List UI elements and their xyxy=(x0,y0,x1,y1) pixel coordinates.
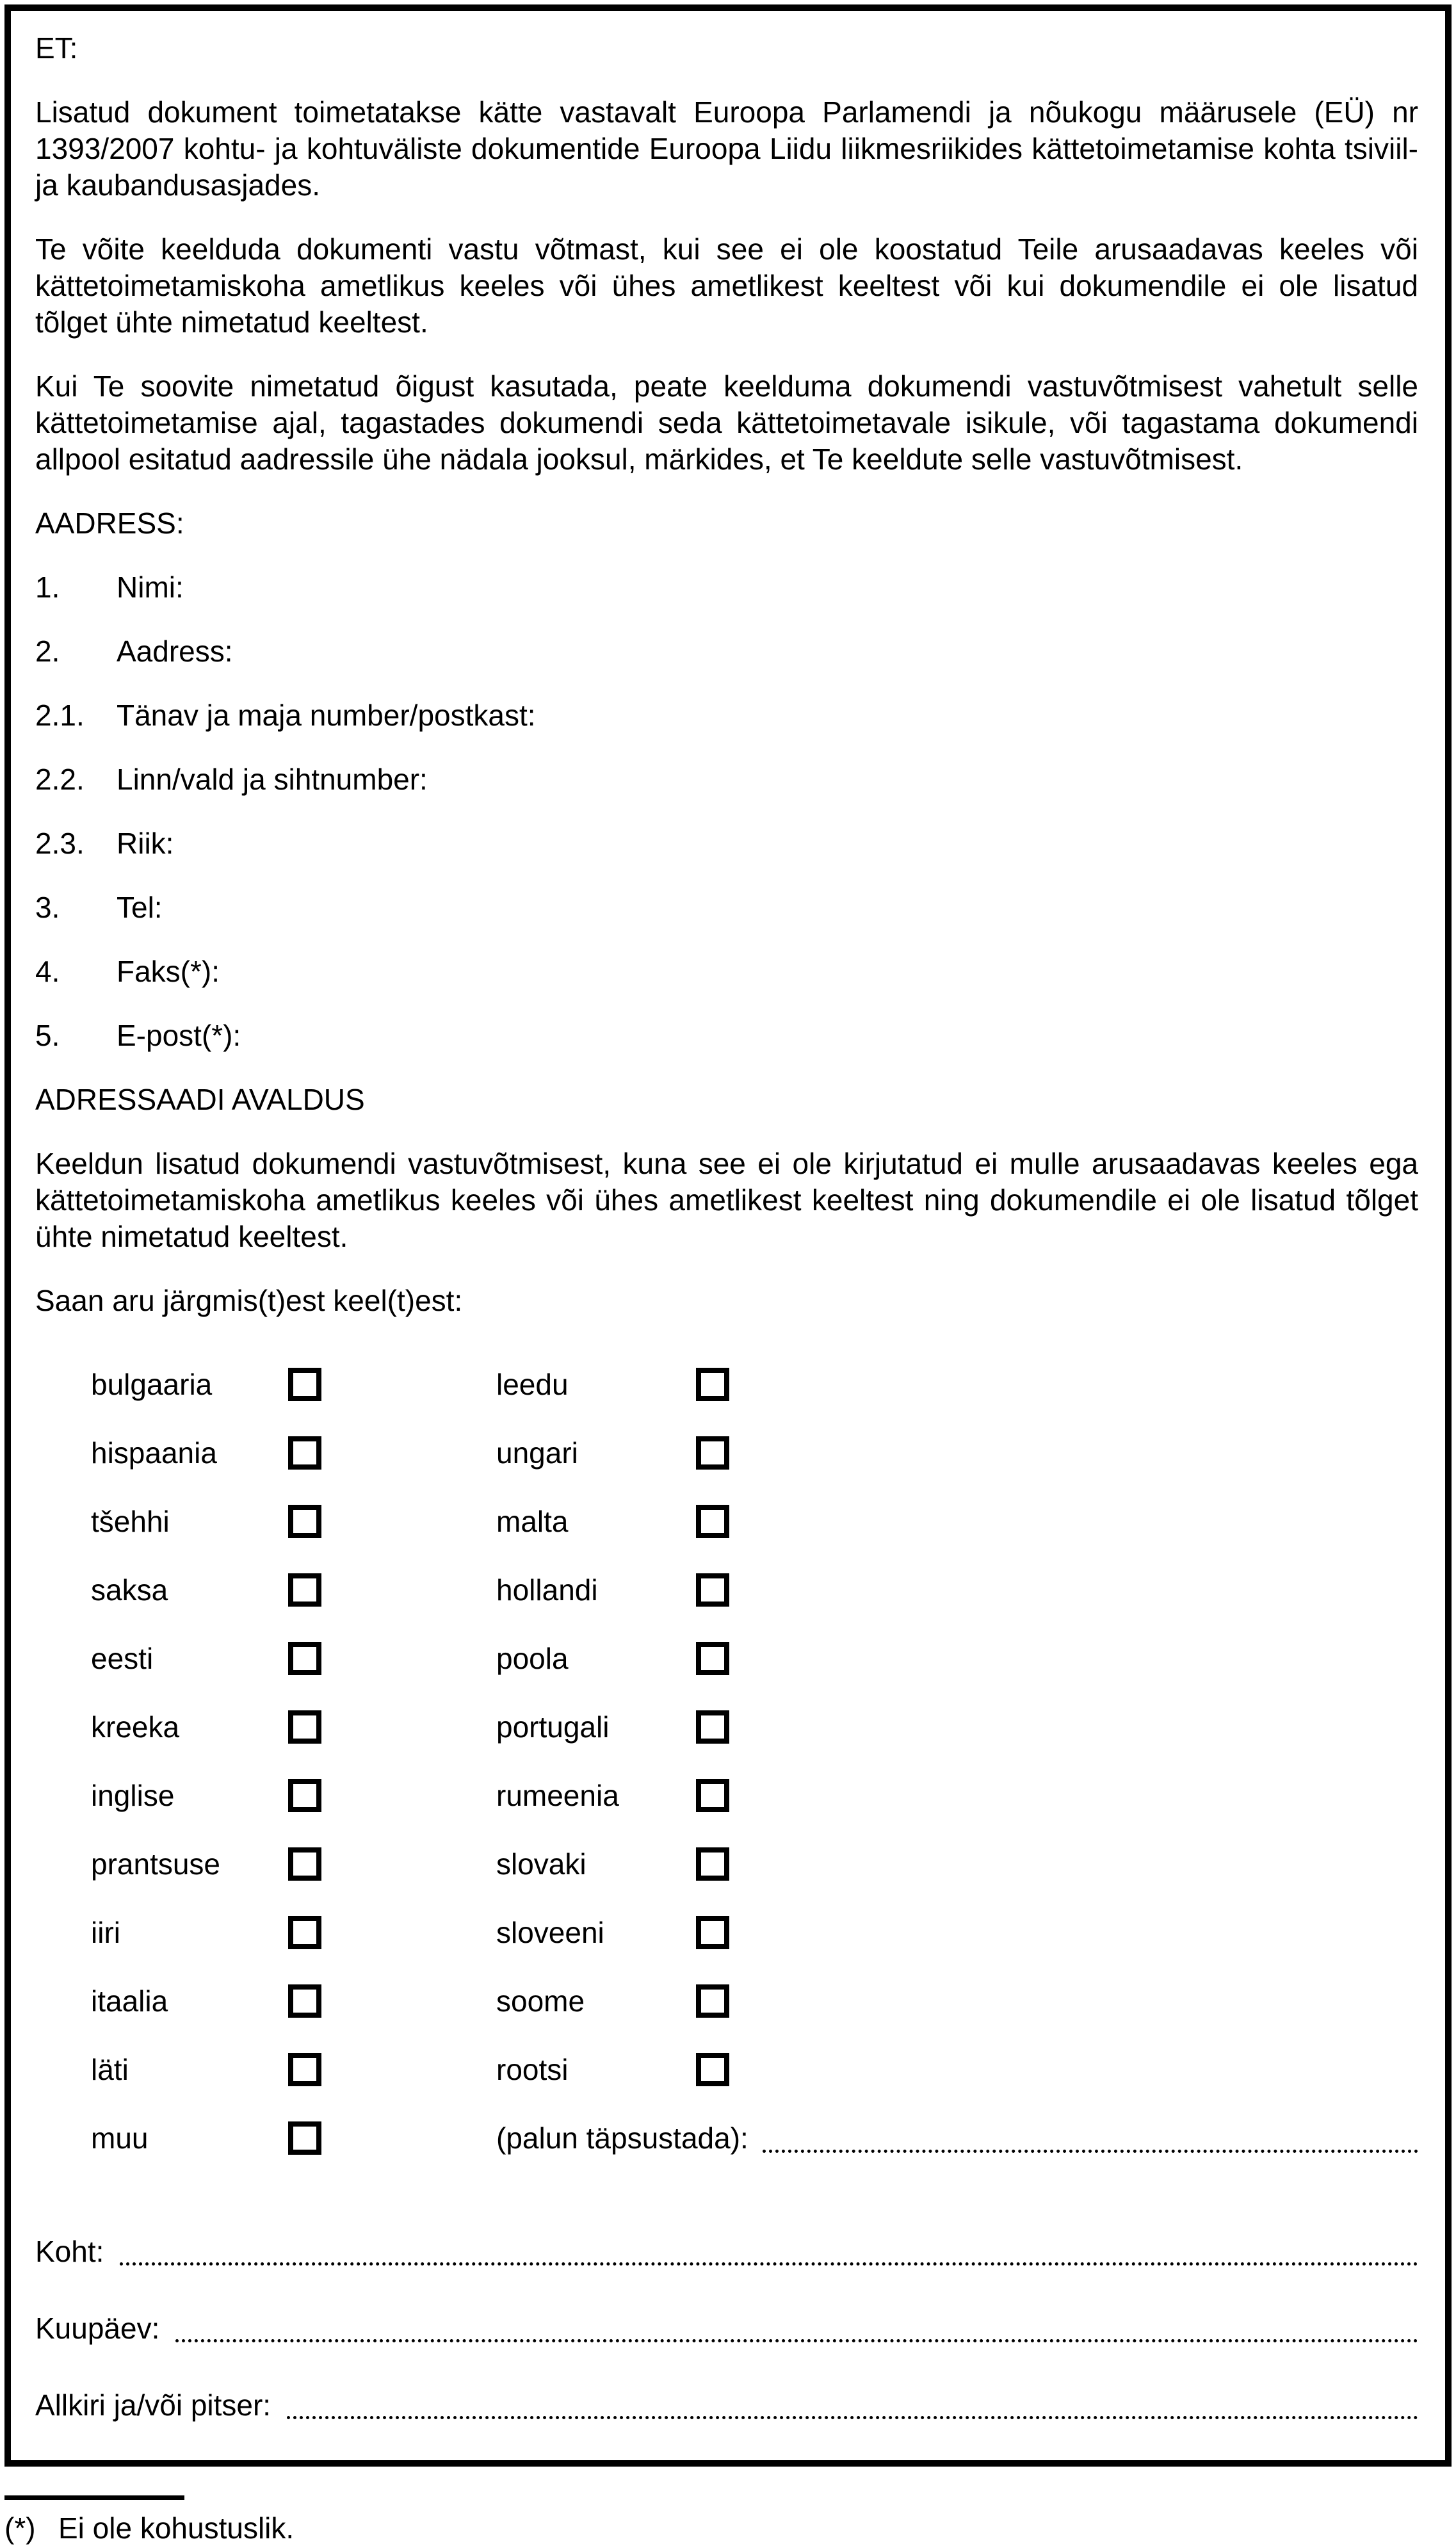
checkbox-itaalia[interactable] xyxy=(288,1984,321,2018)
language-row xyxy=(35,1710,1418,1744)
language-row xyxy=(35,1505,1418,1538)
field-label: Tänav ja maja number/postkast: xyxy=(117,699,536,732)
form-border-box xyxy=(4,4,1452,2467)
specify-input-line[interactable] xyxy=(763,2121,1418,2153)
language-label-kreeka: kreeka xyxy=(91,1710,180,1744)
language-row xyxy=(35,1916,1418,1949)
footnote xyxy=(4,2511,294,2545)
intro-paragraph-3: Kui Te soovite nimetatud õigust kasutada, peate keelduma dokumendi vastuvõtmisest vahetult selle kättetoimetamise ajal, tagastades dokumendi seda kättetoimetavale isikule, või tagastama dokumendi allpool esitatud aadressile ühe nädala jooksul, märkides, et Te keeldute selle vastuvõtmisest. xyxy=(35,369,1418,476)
address-field-epost xyxy=(35,1018,1418,1054)
language-label-leedu: leedu xyxy=(496,1368,569,1401)
field-label: E-post(*): xyxy=(117,1019,241,1052)
language-code-label: ET: xyxy=(35,31,78,65)
field-number: 2.3. xyxy=(35,827,85,860)
field-number: 4. xyxy=(35,955,60,988)
checkbox-leedu[interactable] xyxy=(696,1368,729,1401)
field-label: Faks(*): xyxy=(117,955,220,988)
place-input-line[interactable] xyxy=(120,2234,1418,2266)
language-label-iiri: iiri xyxy=(91,1916,120,1949)
checkbox-tsehhi[interactable] xyxy=(288,1505,321,1538)
signature-label: Allkiri ja/või pitser: xyxy=(35,2388,271,2422)
address-field-faks xyxy=(35,953,1418,990)
language-row xyxy=(35,1642,1418,1675)
checkbox-portugali[interactable] xyxy=(696,1710,729,1744)
language-label-hollandi: hollandi xyxy=(496,1573,598,1607)
address-field-tanav xyxy=(35,697,1418,734)
language-label-prantsuse: prantsuse xyxy=(91,1847,221,1881)
checkbox-iiri[interactable] xyxy=(288,1916,321,1949)
language-label-sloveeni: sloveeni xyxy=(496,1916,604,1949)
language-label-eesti: eesti xyxy=(91,1642,154,1675)
language-label-slovaki: slovaki xyxy=(496,1847,586,1881)
language-label-poola: poola xyxy=(496,1642,569,1675)
checkbox-kreeka[interactable] xyxy=(288,1710,321,1744)
declaration-paragraph: Keeldun lisatud dokumendi vastuvõtmisest, kuna see ei ole kirjutatud ei mulle arusaadavas keeles ega kättetoimetamiskoha ametlikus keeles või ühes ametlikest keeltest ning dokumendile ei ole lisatud tõlget ühte nimetatud keeltest. xyxy=(35,1147,1418,1253)
language-row xyxy=(35,1436,1418,1470)
field-number: 1. xyxy=(35,571,60,604)
checkbox-hollandi[interactable] xyxy=(696,1573,729,1607)
language-row xyxy=(35,1573,1418,1607)
language-label-bulgaaria: bulgaaria xyxy=(91,1368,213,1401)
checkbox-soome[interactable] xyxy=(696,1984,729,2018)
language-row xyxy=(35,1847,1418,1881)
checkbox-hispaania[interactable] xyxy=(288,1436,321,1470)
language-label-hispaania: hispaania xyxy=(91,1436,217,1470)
language-row-other xyxy=(35,2121,1418,2155)
field-number: 2. xyxy=(35,635,60,668)
date-row xyxy=(35,2310,1418,2347)
checkbox-eesti[interactable] xyxy=(288,1642,321,1675)
specify-label: (palun täpsustada): xyxy=(496,2121,748,2155)
language-label-muu: muu xyxy=(91,2121,149,2155)
language-label-lati: läti xyxy=(91,2053,129,2086)
language-row xyxy=(35,1368,1418,1401)
checkbox-bulgaaria[interactable] xyxy=(288,1368,321,1401)
language-row xyxy=(35,2053,1418,2086)
declaration-heading: ADRESSAADI AVALDUS xyxy=(35,1083,365,1116)
field-label: Tel: xyxy=(117,891,163,924)
language-label-itaalia: itaalia xyxy=(91,1984,168,2018)
language-row xyxy=(35,1984,1418,2018)
languages-prompt: Saan aru järgmis(t)est keel(t)est: xyxy=(35,1284,463,1317)
address-field-tel xyxy=(35,889,1418,926)
language-label-ungari: ungari xyxy=(496,1436,578,1470)
field-number: 5. xyxy=(35,1019,60,1052)
language-label-portugali: portugali xyxy=(496,1710,610,1744)
checkbox-prantsuse[interactable] xyxy=(288,1847,321,1881)
place-row xyxy=(35,2234,1418,2270)
field-number: 2.1. xyxy=(35,699,85,732)
signature-row xyxy=(35,2387,1418,2424)
language-label-rumeenia: rumeenia xyxy=(496,1779,619,1812)
field-label: Nimi: xyxy=(117,571,184,604)
language-label-soome: soome xyxy=(496,1984,585,2018)
address-field-nimi xyxy=(35,569,1418,606)
field-label: Riik: xyxy=(117,827,174,860)
language-label-inglise: inglise xyxy=(91,1779,175,1812)
checkbox-poola[interactable] xyxy=(696,1642,729,1675)
language-label-rootsi: rootsi xyxy=(496,2053,569,2086)
checkbox-slovaki[interactable] xyxy=(696,1847,729,1881)
address-heading: AADRESS: xyxy=(35,507,184,540)
date-label: Kuupäev: xyxy=(35,2312,160,2345)
checkbox-ungari[interactable] xyxy=(696,1436,729,1470)
checkbox-muu[interactable] xyxy=(288,2121,321,2155)
footnote-text: Ei ole kohustuslik. xyxy=(58,2511,295,2545)
form-content xyxy=(11,11,1445,2424)
language-label-saksa: saksa xyxy=(91,1573,168,1607)
footnote-marker: (*) xyxy=(4,2511,36,2545)
address-field-riik xyxy=(35,825,1418,862)
field-number: 2.2. xyxy=(35,763,85,796)
language-row xyxy=(35,1779,1418,1812)
address-field-linn xyxy=(35,761,1418,798)
intro-paragraph-2: Te võite keelduda dokumenti vastu võtmast, kui see ei ole koostatud Teile arusaadavas keeles või kättetoimetamiskoha ametlikus keeles või ühes ametlikest keeltest või kui dokumendile ei ole lisatud tõlget ühte nimetatud keeltest. xyxy=(35,232,1418,339)
field-number: 3. xyxy=(35,891,60,924)
place-label: Koht: xyxy=(35,2235,104,2268)
other-language-specify xyxy=(496,2121,1418,2155)
field-label: Linn/vald ja sihtnumber: xyxy=(117,763,428,796)
checkbox-sloveeni[interactable] xyxy=(696,1916,729,1949)
checkbox-lati[interactable] xyxy=(288,2053,321,2086)
date-input-line[interactable] xyxy=(175,2310,1418,2342)
checkbox-rootsi[interactable] xyxy=(696,2053,729,2086)
signature-input-line[interactable] xyxy=(287,2387,1418,2419)
address-field-aadress xyxy=(35,633,1418,670)
footnote-divider xyxy=(4,2495,184,2500)
checkbox-rumeenia[interactable] xyxy=(696,1779,729,1812)
field-label: Aadress: xyxy=(117,635,233,668)
checkbox-saksa[interactable] xyxy=(288,1573,321,1607)
checkbox-malta[interactable] xyxy=(696,1505,729,1538)
intro-paragraph-1: Lisatud dokument toimetatakse kätte vastavalt Euroopa Parlamendi ja nõukogu määrusele (EÜ) nr 1393/2007 kohtu- ja kohtuväliste dokumentide Euroopa Liidu liikmesriikides kättetoimetamise kohta tsiviil- ja kaubandusasjades. xyxy=(35,95,1418,202)
language-label-malta: malta xyxy=(496,1505,569,1538)
language-label-tsehhi: tšehhi xyxy=(91,1505,170,1538)
checkbox-inglise[interactable] xyxy=(288,1779,321,1812)
